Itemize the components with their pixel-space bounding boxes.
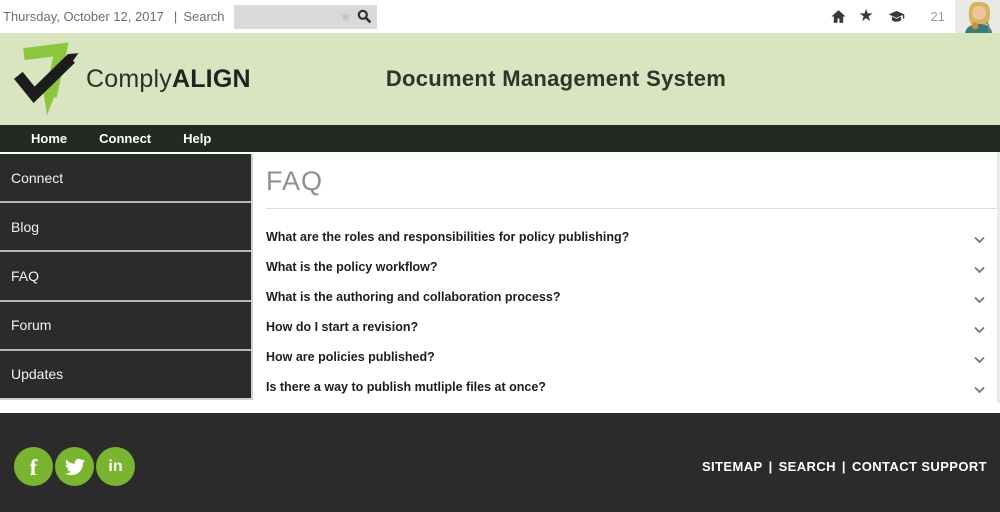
- star-icon[interactable]: ★: [858, 6, 874, 25]
- faq-item[interactable]: [266, 222, 997, 252]
- complyalign-logo-icon: [10, 40, 84, 120]
- nav-item-help[interactable]: Help: [183, 131, 212, 146]
- topbar-separator: |: [173, 9, 178, 24]
- twitter-bird-icon: [65, 457, 85, 477]
- chevron-down-icon[interactable]: [974, 356, 985, 364]
- sidebar-item-blog[interactable]: Blog: [0, 203, 251, 252]
- footer-separator: |: [768, 459, 773, 474]
- chevron-down-icon[interactable]: [974, 236, 985, 244]
- search-box[interactable]: [234, 5, 377, 29]
- footer-links: [702, 459, 987, 474]
- footer: [0, 413, 1000, 512]
- main-navbar: [0, 125, 1000, 152]
- footer-link-sitemap[interactable]: SITEMAP: [701, 459, 763, 474]
- chevron-down-icon[interactable]: [974, 296, 985, 304]
- logo-text: ComplyALIGN: [86, 64, 251, 93]
- faq-item[interactable]: [266, 342, 997, 372]
- search-input[interactable]: [234, 5, 335, 29]
- search-label: Search: [183, 9, 225, 24]
- faq-list: [266, 222, 997, 402]
- current-date: Thursday, October 12, 2017: [3, 9, 164, 24]
- user-avatar[interactable]: [955, 0, 1000, 33]
- faq-question: What is the authoring and collaboration process?: [266, 290, 561, 304]
- faq-item[interactable]: [266, 372, 997, 402]
- title-divider: [266, 208, 997, 209]
- faq-panel: [253, 152, 1000, 403]
- faq-question: How are policies published?: [266, 350, 435, 364]
- linkedin-icon[interactable]: in: [96, 447, 135, 486]
- sidebar-item-updates[interactable]: Updates: [11, 366, 64, 383]
- social-links: [14, 447, 135, 486]
- faq-question: How do I start a revision?: [266, 320, 419, 334]
- chevron-down-icon[interactable]: [974, 386, 985, 394]
- topbar-actions: [830, 0, 1000, 33]
- facebook-icon[interactable]: f: [14, 447, 53, 486]
- nav-item-connect[interactable]: Connect: [99, 131, 152, 146]
- chevron-down-icon[interactable]: [974, 266, 985, 274]
- chevron-down-icon[interactable]: [974, 326, 985, 334]
- page-header: [0, 33, 1000, 125]
- sidebar-item-connect[interactable]: Connect: [0, 154, 251, 203]
- sidebar: [0, 154, 253, 400]
- sidebar-item-faq[interactable]: FAQ: [0, 252, 251, 301]
- nav-item-home[interactable]: Home: [31, 131, 68, 146]
- top-utility-bar: [0, 0, 1000, 33]
- footer-link-search[interactable]: SEARCH: [778, 459, 836, 474]
- faq-item[interactable]: [266, 282, 997, 312]
- faq-item[interactable]: [266, 252, 997, 282]
- home-icon[interactable]: [830, 8, 847, 25]
- faq-question: What is the policy workflow?: [266, 260, 438, 274]
- search-magnifier-icon[interactable]: [357, 9, 372, 24]
- footer-separator: |: [841, 459, 846, 474]
- faq-item[interactable]: [266, 312, 997, 342]
- graduation-cap-icon[interactable]: [888, 8, 905, 25]
- sidebar-item-forum[interactable]: Forum: [0, 302, 251, 351]
- faq-question: What are the roles and responsibilities for policy publishing?: [266, 230, 630, 244]
- footer-link-contact-support[interactable]: CONTACT SUPPORT: [851, 459, 987, 474]
- faq-question: Is there a way to publish mutliple files at once?: [266, 380, 546, 394]
- page-title: Document Management System: [385, 66, 727, 91]
- footer-gap: [0, 403, 1000, 413]
- content-area: [0, 152, 1000, 403]
- complyalign-logo[interactable]: [10, 38, 251, 120]
- twitter-icon[interactable]: [55, 447, 94, 486]
- favorite-star-icon[interactable]: ★: [339, 9, 352, 24]
- notification-count[interactable]: 21: [930, 9, 945, 24]
- faq-section-title: FAQ: [266, 166, 324, 196]
